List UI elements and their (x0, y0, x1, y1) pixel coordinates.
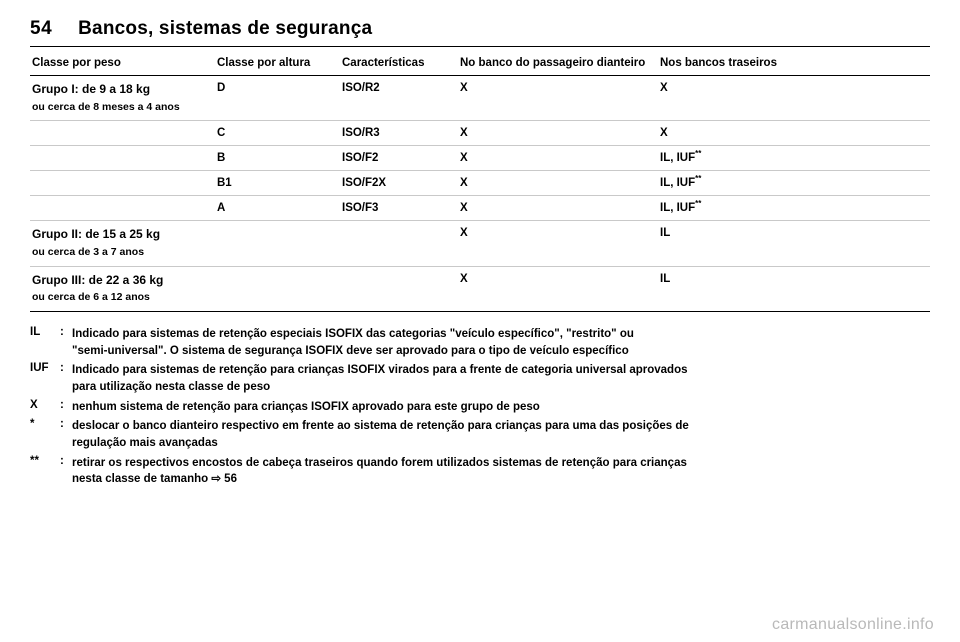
column-header-front-passenger-seat: No banco do passageiro dianteiro (458, 47, 658, 76)
cell-height-class (215, 221, 340, 266)
isofix-compatibility-table (30, 47, 930, 312)
group-label: Grupo I: de 9 a 18 kg (32, 82, 151, 96)
cell-rear-seat (658, 171, 930, 196)
legend-item-x (30, 399, 930, 416)
group-sublabel: ou cerca de 8 meses a 4 anos (32, 100, 180, 113)
cell-weight-class (30, 76, 215, 121)
column-header-weight-class: Classe por peso (30, 47, 215, 76)
cell-feature: ISO/F2 (340, 146, 458, 171)
legend-item-iuf (30, 362, 930, 395)
cell-feature (340, 266, 458, 311)
table-row (30, 121, 930, 146)
group-sublabel: ou cerca de 3 a 7 anos (32, 245, 145, 258)
legend-line-1: Indicado para sistemas de retenção especiais ISOFIX das categorias "veículo específico", "restrito" ou (72, 327, 634, 340)
table-row (30, 266, 930, 311)
cell-rear-seat (658, 146, 930, 171)
cell-feature (340, 221, 458, 266)
cell-height-class: B1 (215, 171, 340, 196)
table-row (30, 171, 930, 196)
cell-front-seat: X (458, 221, 658, 266)
table-row (30, 221, 930, 266)
legend-line-1: Indicado para sistemas de retenção para crianças ISOFIX virados para a frente de categoria universal aprovados (72, 364, 688, 377)
cell-rear-seat: IL (658, 266, 930, 311)
cell-front-seat: X (458, 76, 658, 121)
cell-weight-class (30, 121, 215, 146)
cell-rear-seat: IL (658, 221, 930, 266)
cell-weight-class (30, 221, 215, 266)
footnote-marker: ** (695, 199, 702, 209)
cell-feature: ISO/F3 (340, 196, 458, 221)
legend-item-asterisk (30, 418, 930, 451)
cell-height-class: A (215, 196, 340, 221)
cell-feature: ISO/R3 (340, 121, 458, 146)
page-number: 54 (30, 18, 53, 39)
column-header-rear-seats: Nos bancos traseiros (658, 47, 930, 76)
cell-rear-seat: X (658, 121, 930, 146)
column-header-height-class: Classe por altura (215, 47, 340, 76)
legend-list (30, 326, 930, 488)
legend-key: X (30, 398, 38, 411)
cell-front-seat: X (458, 146, 658, 171)
legend-item-double-asterisk (30, 455, 930, 488)
cell-weight-class (30, 196, 215, 221)
legend-colon: : (60, 325, 64, 338)
cell-rear-seat (658, 196, 930, 221)
cell-front-seat: X (458, 171, 658, 196)
cell-weight-class (30, 146, 215, 171)
cell-rear-seat-text: IL, IUF (660, 152, 696, 165)
group-label: Grupo III: de 22 a 36 kg (32, 272, 164, 287)
legend-key: IUF (30, 362, 49, 375)
group-label: Grupo II: de 15 a 25 kg (32, 227, 161, 242)
table-header-row (30, 47, 930, 76)
cell-rear-seat: X (658, 76, 930, 121)
cell-weight-class (30, 171, 215, 196)
legend-line-2: nesta classe de tamanho ⇨ 56 (72, 473, 237, 486)
column-header-features: Características (340, 47, 458, 76)
cell-weight-class (30, 266, 215, 311)
legend-text (72, 362, 688, 395)
footnote-marker: ** (695, 149, 702, 159)
legend-text (72, 418, 689, 451)
legend-colon: : (60, 398, 64, 411)
cell-feature: ISO/R2 (340, 76, 458, 121)
legend-line-1: nenhum sistema de retenção para crianças ISOFIX aprovado para este grupo de peso (72, 400, 540, 413)
legend-colon: : (60, 362, 64, 375)
legend-line-2: "semi-universal". O sistema de segurança ISOFIX deve ser aprovado para o tipo de veículo específico (72, 344, 629, 357)
cell-front-seat: X (458, 266, 658, 311)
cell-height-class: B (215, 146, 340, 171)
legend-colon: : (60, 454, 64, 467)
legend-line-1: retirar os respectivos encostos de cabeça traseiros quando forem utilizados sistemas de retenção para crianças (72, 456, 687, 469)
legend-item-il (30, 326, 930, 359)
legend-text (72, 399, 540, 416)
table-row (30, 196, 930, 221)
legend-text (72, 326, 634, 359)
cell-rear-seat-text: IL, IUF (660, 177, 696, 190)
page-header (30, 18, 930, 47)
legend-key: ** (30, 454, 39, 467)
cell-height-class (215, 266, 340, 311)
cell-feature: ISO/F2X (340, 171, 458, 196)
page-title: Bancos, sistemas de segurança (78, 18, 373, 39)
table-row (30, 146, 930, 171)
table-body (30, 76, 930, 312)
legend-colon: : (60, 418, 64, 431)
footnote-marker: ** (695, 174, 702, 184)
watermark: carmanualsonline.info (772, 616, 934, 633)
cell-front-seat: X (458, 196, 658, 221)
legend-line-1: deslocar o banco dianteiro respectivo em frente ao sistema de retenção para crianças para uma das posições de (72, 420, 689, 433)
cell-height-class: D (215, 76, 340, 121)
legend-line-2: para utilização nesta classe de peso (72, 380, 271, 393)
table-row (30, 76, 930, 121)
legend-key: * (30, 418, 35, 431)
table-header (30, 47, 930, 76)
legend-text (72, 455, 687, 488)
legend-key: IL (30, 325, 41, 338)
cell-height-class: C (215, 121, 340, 146)
cell-front-seat: X (458, 121, 658, 146)
legend-line-2: regulação mais avançadas (72, 436, 218, 449)
cell-rear-seat-text: IL, IUF (660, 202, 696, 215)
group-sublabel: ou cerca de 6 a 12 anos (32, 291, 150, 304)
